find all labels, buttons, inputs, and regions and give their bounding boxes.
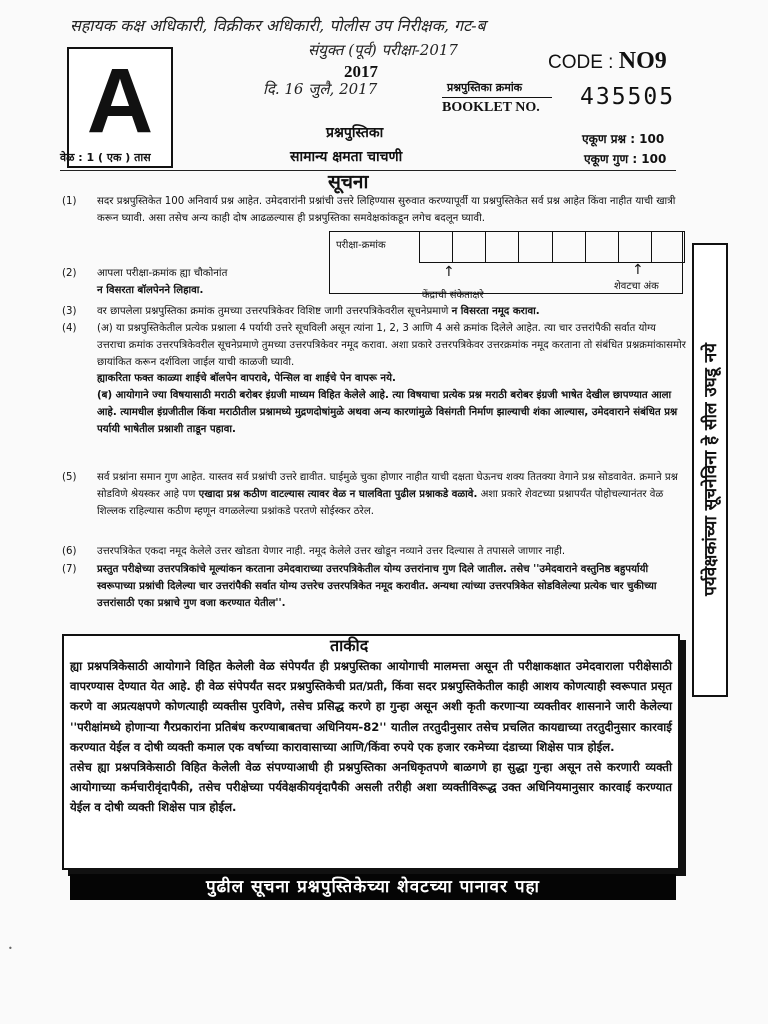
instruction-text: (अ) या प्रश्नपुस्तिकेतील प्रत्येक प्रश्नाला 4 पर्यायी उत्तरे सूचविली असून त्यांना 1, 2, 3 आणि 4 असे क्रमांक दिलेले आहेत. त्या चार उत्तरांपैकी सर्वात योग्य उत्तराचा क्रमांक उत्तरपत्रिकेवरील सूचनेप्रमाणे तुमच्या उत्तरपत्रिकेवर नमूद करावा. अशा प्रकारे उत्तरपत्रिकेवर उत्तरक्रमांक नमूद करताना तो संबंधित प्रश्नक्रमांकासमोर छायांकित करून दर्शविला जाईल याची काळजी घ्यावी. xyxy=(97,323,686,368)
booklet-label-divider xyxy=(442,97,552,98)
booklet-code xyxy=(548,48,667,75)
booklet-title: प्रश्नपुस्तिका xyxy=(326,125,384,141)
centre-digits-label: केंद्राची संकेताक्षरे xyxy=(422,290,484,301)
booklet-number: 435505 xyxy=(580,84,676,110)
seal-note-text: पर्यवेक्षकांच्या सूचनेविना हे सील उघडू नये xyxy=(700,342,721,596)
instruction-5 xyxy=(62,470,682,520)
handwritten-date: दि. 16 जुलै, 2017 xyxy=(263,80,378,98)
booklet-label-english: BOOKLET NO. xyxy=(442,100,540,115)
exam-year: 2017 xyxy=(344,62,378,81)
instruction-number: (5) xyxy=(62,472,77,483)
warning-title: ताकीद xyxy=(330,636,369,655)
instruction-text: सर्व प्रश्नांना समान गुण आहेत. यास्तव सर्व प्रश्नांची उत्तरे द्यावीत. घाईमुळे चुका होणार नाहीत याची दक्षता घेऊनच शक्य तितक्या वेगाने प्रश्न सोडवावेत. क्रमाने प्रश्न सोडविणे श्रेयस्कर आहे पण xyxy=(97,472,678,500)
instruction-number: (6) xyxy=(62,546,77,557)
seat-number-boxes[interactable] xyxy=(419,231,685,263)
total-marks: एकूण गुण : 100 xyxy=(584,152,667,166)
seat-digit-box[interactable] xyxy=(453,232,486,262)
warning-paragraph-1: ह्या प्रश्नपत्रिकेसाठी आयोगाने विहित केलेली वेळ संपेपर्यंत ही प्रश्नपुस्तिका आयोगाची मालमत्ता असून ती परीक्षाकक्षात उमेदवाराला परीक्षेसाठी वापरण्यास देण्यात येत आहे. ही वेळ संपेपर्यंत सदर प्रश्नपुस्तिकेची प्रत/प्रती, किंवा सदर प्रश्नपुस्तिकेतील काही आशय कोणत्याही स्वरूपात प्रसृत करणे वा अप्रत्यक्षपणे कोणत्याही व्यक्तीस पुरविणे, तसेच प्रसिद्ध करणे हा गुन्हा असून अशी कृती करणाऱ्या व्यक्तीवर शासनाने जारी केलेल्या ''परीक्षांमध्ये होणाऱ्या गैरप्रकारांना प्रतिबंध करण्याबाबतचा अधिनियम-82'' यातील तरतुदीनुसार तसेच प्रचलित कायद्याच्या तरतुदीनुसार कारवाई करण्यात येईल व दोषी व्यक्ती कमाल एक वर्षाच्या कारावासाच्या आणि/किंवा रुपये एक हजार रकमेच्या दंडाच्या शिक्षेस पात्र होईल. xyxy=(70,659,672,754)
instruction-number: (2) xyxy=(62,268,77,279)
instructions-heading: सूचना xyxy=(328,171,369,193)
instruction-text-tail: अशा प्रकारे शेवटच्या प्रश्नापर्यंत पोहोचल्यानंतर वेळ शिल्लक राहिल्यास कठीण म्हणून वगळलेल्या प्रश्नांकडे परतणे सोईस्कर ठरेल. xyxy=(97,488,664,517)
arrow-up-icon: ↑ xyxy=(443,264,455,280)
seal-note xyxy=(692,243,728,695)
instruction-1 xyxy=(62,194,680,228)
instruction-number: (3) xyxy=(62,306,77,317)
handwritten-exam-title: सहायक कक्ष अधिकारी, विक्रीकर अधिकारी, पोलीस उप निरीक्षक, गट-ब xyxy=(70,16,486,35)
seat-number-label: परीक्षा-क्रमांक xyxy=(336,240,386,251)
last-digit-label: शेवटचा अंक xyxy=(614,281,659,292)
seat-digit-box[interactable] xyxy=(586,232,619,262)
instruction-text: सदर प्रश्नपुस्तिकेत 100 अनिवार्य प्रश्न आहेत. उमेदवारांनी प्रश्नांची उत्तरे लिहिण्यास सुरुवात करण्यापूर्वी या प्रश्नपुस्तिकेत सर्व प्रश्न आहेत किंवा नाहीत याची खात्री करून घ्यावी. असा तसेच अन्य काही दोष आढळल्यास ही प्रश्नपुस्तिका समवेक्षकांकडून लगेच बदलून घ्यावी. xyxy=(97,196,676,224)
instruction-text: उत्तरपत्रिकेत एकदा नमूद केलेले उत्तर खोडता येणार नाही. नमूद केलेले उत्तर खोडून नव्याने उत्तर दिल्यास ते तपासले जाणार नाही. xyxy=(97,546,566,557)
instruction-number: (4) xyxy=(62,323,77,334)
instruction-emphasis: न विसरता बॉलपेनने लिहावा. xyxy=(97,284,204,296)
instruction-text-b: (ब) आयोगाने ज्या विषयासाठी मराठी बरोबर इंग्रजी माध्यम विहित केलेले आहे. त्या विषयाचा प्रत्येक प्रश्न मराठी बरोबर इंग्रजी भाषेत देखील छापण्यात आला आहे. त्यामधील इंग्रजीतील किंवा मराठीतील प्रश्नामध्ये मुद्रणदोषांमुळे अथवा अन्य कारणांमुळे विसंगती निर्माण झाल्याची शंका आल्यास, उमेदवाराने संबंधित प्रश्न पर्यायी भाषेतील प्रश्नाशी ताडून पहावा. xyxy=(97,390,678,435)
seat-digit-box[interactable] xyxy=(420,232,453,262)
warning-body xyxy=(70,656,672,818)
instruction-emphasis: न विसरता नमूद करावा. xyxy=(451,306,540,317)
instruction-2 xyxy=(62,266,332,300)
instruction-emphasis: ह्याकरिता फक्त काळ्या शाईचे बॉलपेन वापरावे, पेन्सिल वा शाईचे पेन वापरू नये. xyxy=(97,373,396,385)
warning-paragraph-2: तसेच ह्या प्रश्नपत्रिकेसाठी विहित केलेली वेळ संपण्याआधी ही प्रश्नपुस्तिका अनधिकृतपणे बाळगणे हा सुद्धा गुन्हा असून तसे करणारी व्यक्ती आयोगाच्या कर्मचारीवृंदापैकी, तसेच परीक्षेच्या पर्यवेक्षकीयवृंदापैकी असली तरीही अशा व्यक्तीविरूद्ध उक्त अधिनियमानुसार कारवाई करण्यात येईल व दोषी व्यक्ती शिक्षेस पात्र होईल. xyxy=(70,760,672,815)
arrow-up-icon: ↑ xyxy=(632,262,644,278)
total-questions: एकूण प्रश्न : 100 xyxy=(582,132,665,146)
set-letter: A xyxy=(86,50,154,152)
seat-digit-box[interactable] xyxy=(619,232,652,262)
seat-digit-box[interactable] xyxy=(553,232,586,262)
code-value: NO9 xyxy=(618,48,667,74)
time-allowed: वेळ : 1 ( एक ) तास xyxy=(60,151,151,164)
handwritten-exam-name: संयुक्त (पूर्व) परीक्षा-2017 xyxy=(308,41,458,59)
instruction-number: (7) xyxy=(62,564,77,575)
seat-digit-box[interactable] xyxy=(486,232,519,262)
margin-mark: • xyxy=(8,944,13,953)
footer-banner: पुढील सूचना प्रश्नपुस्तिकेच्या शेवटच्या पानावर पहा xyxy=(70,874,676,900)
instruction-text: प्रस्तुत परीक्षेच्या उत्तरपत्रिकांचे मूल्यांकन करताना उमेदवाराच्या उत्तरपत्रिकेतील योग्य उत्तरांनाच गुण दिले जातील. तसेच ''उमेदवाराने वस्तुनिष्ठ बहुपर्यायी स्वरूपाच्या प्रश्नांची दिलेल्या चार उत्तरांपैकी सर्वात योग्य उत्तरेच उत्तरपत्रिकेत नमूद करावीत. अन्यथा त्यांच्या उत्तरपत्रिकेत सोडविलेल्या प्रत्येक चार चुकीच्या उत्तरांसाठी एका प्रश्नाचे गुण वजा करण्यात येतील''. xyxy=(97,564,657,609)
seat-digit-box[interactable] xyxy=(519,232,552,262)
instruction-4 xyxy=(62,321,687,439)
instruction-number: (1) xyxy=(62,196,77,207)
instruction-3 xyxy=(62,304,680,321)
subject-title: सामान्य क्षमता चाचणी xyxy=(290,149,403,165)
instruction-text: वर छापलेला प्रश्नपुस्तिका क्रमांक तुमच्या उत्तरपत्रिकेवर विशिष्ट जागी उत्तरपत्रिकेवरील सूचनेप्रमाणे xyxy=(97,306,449,317)
seat-digit-box[interactable] xyxy=(652,232,684,262)
instruction-7 xyxy=(62,562,682,612)
code-label: CODE : xyxy=(548,52,614,73)
instruction-text: आपला परीक्षा-क्रमांक ह्या चौकोनांत xyxy=(97,268,228,279)
instruction-6 xyxy=(62,544,680,561)
instruction-emphasis: एखादा प्रश्न कठीण वाटल्यास त्यावर वेळ न घालविता पुढील प्रश्नाकडे वळावे. xyxy=(198,488,478,500)
booklet-label-marathi: प्रश्नपुस्तिका क्रमांक xyxy=(447,81,523,94)
